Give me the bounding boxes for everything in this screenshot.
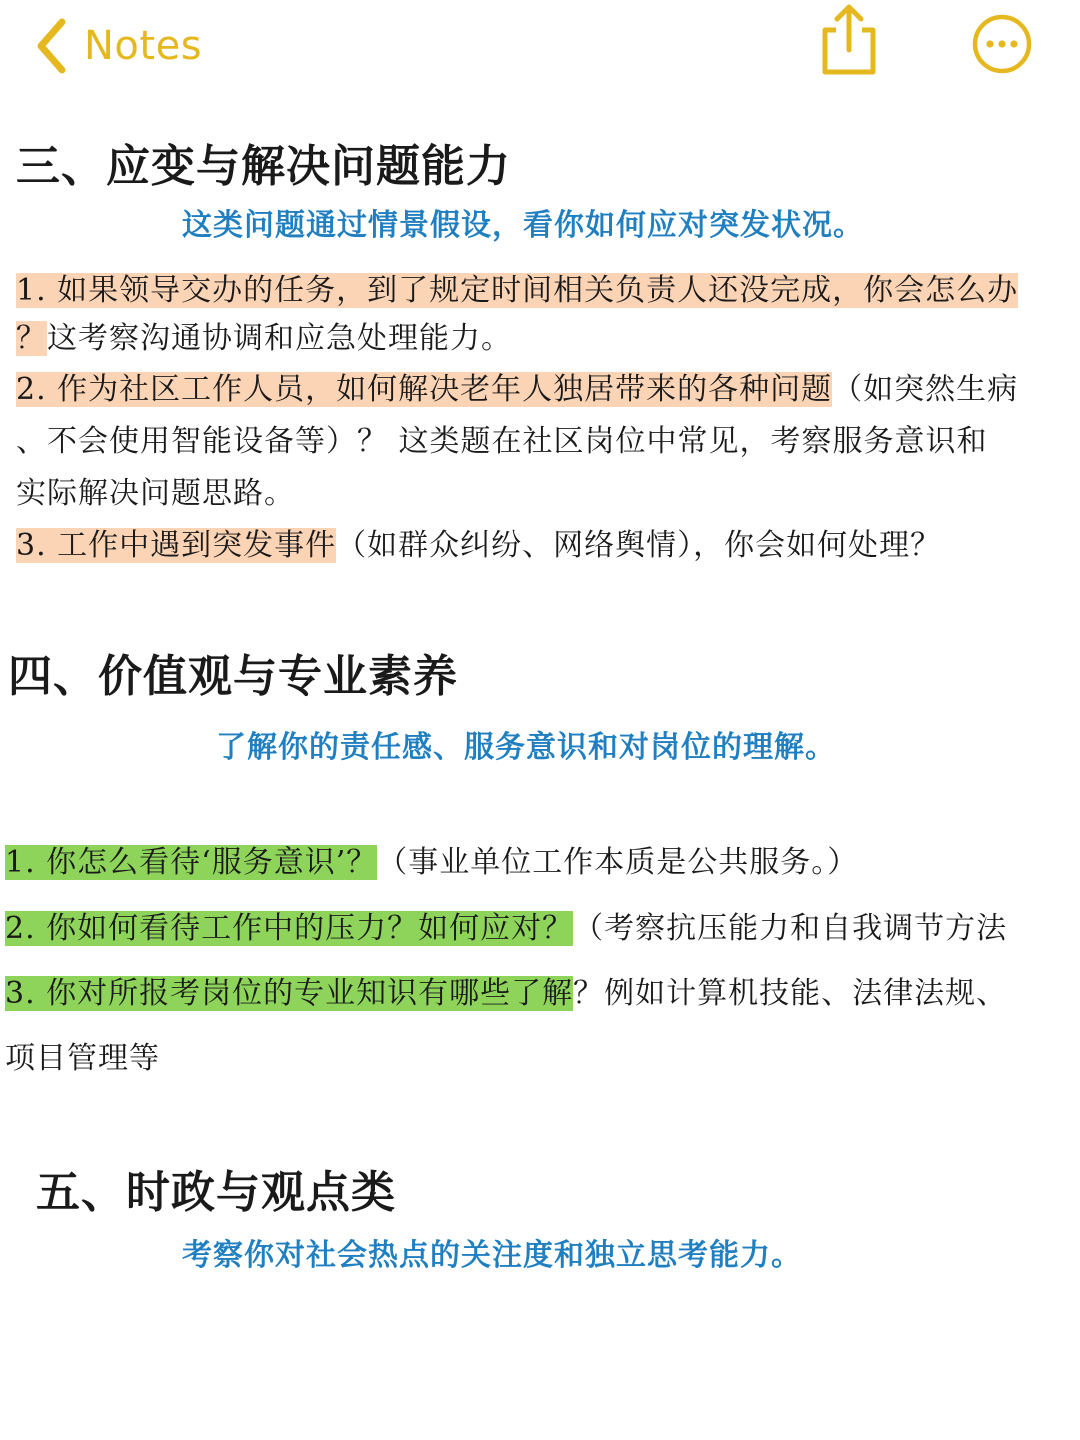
chevron-left-icon — [34, 17, 68, 75]
share-icon — [816, 65, 882, 84]
section4-item1 — [5, 837, 858, 881]
highlight-orange: 1. 如果领导交办的任务，到了规定时间相关负责人还没完成，你会怎么办 — [16, 273, 1019, 308]
back-button[interactable] — [34, 14, 202, 78]
section4-item3-line2: 项目管理等 — [5, 1041, 160, 1076]
section3-item3-rest: （如群众纠纷、网络舆情），你会如何处理？ — [336, 528, 942, 563]
more-button[interactable] — [970, 12, 1034, 76]
highlight-orange: 3. 工作中遇到突发事件 — [16, 528, 337, 563]
section3-item2-line3: 实际解决问题思路。 — [16, 476, 295, 511]
section3-item1-rest: 这考察沟通协调和应急处理能力。 — [47, 321, 512, 356]
section3-heading: 三、应变与解决问题能力 — [16, 141, 511, 192]
section3-item2-line1 — [16, 364, 1018, 408]
section4-item1-rest: （事业单位工作本质是公共服务。） — [377, 845, 859, 880]
navigation-bar — [0, 0, 1080, 100]
section5-subtitle: 考察你对社会热点的关注度和独立思考能力。 — [182, 1238, 802, 1273]
highlight-green: 3. 你对所报考岗位的专业知识有哪些了解 — [5, 976, 574, 1011]
section4-item2-rest: （考察抗压能力和自我调节方法 — [573, 911, 1008, 946]
section3-item2-rest: （如突然生病 — [832, 372, 1019, 407]
section4-heading: 四、价值观与专业素养 — [8, 651, 458, 702]
back-label: Notes — [84, 23, 203, 69]
highlight-orange: 2. 作为社区工作人员，如何解决老年人独居带来的各种问题 — [16, 372, 833, 407]
section3-subtitle: 这类问题通过情景假设，看你如何应对突发状况。 — [182, 208, 864, 243]
highlight-orange: ？ — [16, 321, 47, 356]
section5-heading: 五、时政与观点类 — [36, 1167, 396, 1218]
section4-item3-rest: ？例如计算机技能、法律法规、 — [573, 976, 1008, 1011]
highlight-green: 2. 你如何看待工作中的压力？如何应对？ — [5, 911, 574, 946]
section3-item1-line1 — [16, 265, 1018, 309]
section3-item1-line2 — [16, 313, 512, 357]
section4-item2 — [5, 903, 1007, 947]
share-button[interactable] — [816, 0, 882, 80]
section3-item3 — [16, 520, 941, 564]
section4-subtitle: 了解你的责任感、服务意识和对岗位的理解。 — [216, 730, 836, 765]
section3-item2-line2: 、不会使用智能设备等）？ 这类题在社区岗位中常见，考察服务意识和 — [16, 424, 988, 459]
more-icon — [970, 61, 1034, 80]
highlight-green: 1. 你怎么看待‘服务意识’？ — [5, 845, 378, 880]
section4-item3-line1 — [5, 968, 1007, 1012]
